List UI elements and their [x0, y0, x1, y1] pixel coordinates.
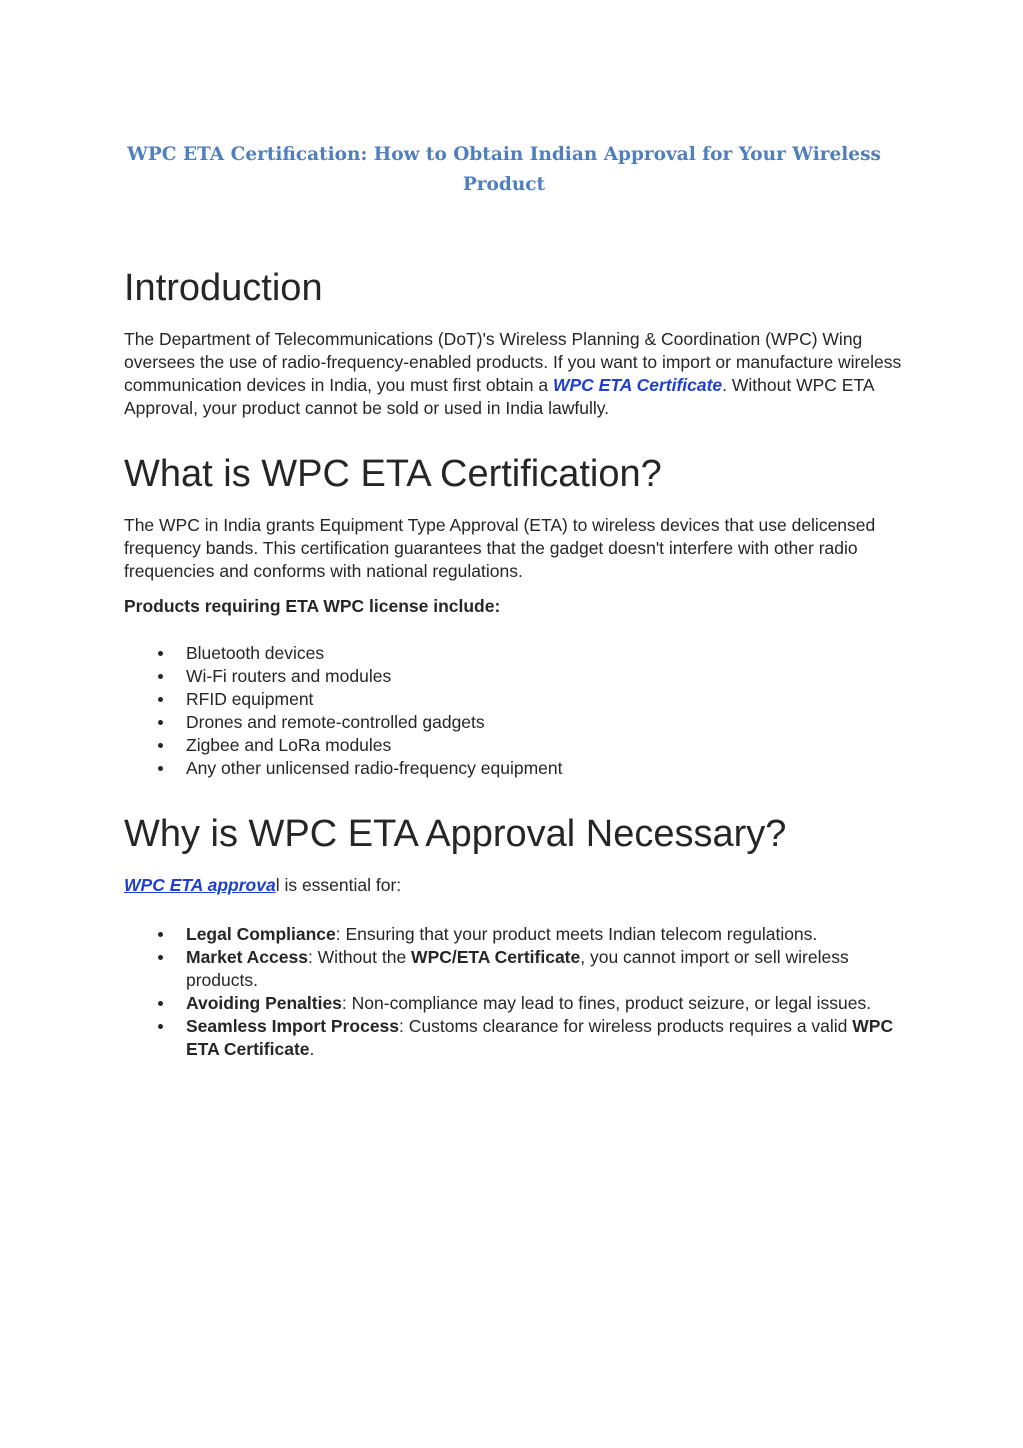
why-text-after-link: l is essential for: [275, 875, 402, 895]
list-item: RFID equipment [158, 688, 908, 711]
reason-text: : Customs clearance for wireless products requires a valid [399, 1016, 853, 1036]
reason-market-access [158, 946, 908, 992]
wpc-eta-approval-link[interactable]: WPC ETA approva [124, 875, 276, 895]
intro-text-after-link: . Without WPC ETA Approval, your product cannot be sold or used in India lawfully. [124, 375, 874, 418]
list-item: Drones and remote-controlled gadgets [158, 711, 908, 734]
what-paragraph: The WPC in India grants Equipment Type Approval (ETA) to wireless devices that use delicensed frequency bands. This certification guarantees that the gadget doesn't interfere with other radio frequencies and conforms with national regulations. [124, 515, 876, 581]
document-title: WPC ETA Certification: How to Obtain Indian Approval for Your Wireless Product [127, 144, 881, 195]
reason-title: Seamless Import Process [186, 1016, 400, 1036]
reason-title: Market Access [186, 947, 308, 967]
intro-text-before-link: The Department of Telecommunications (DoT)'s Wireless Planning & Coordination (WPC) Wing oversees the use of radio-frequency-enabled products. If you want to import or manufacture wireless communication devices in India, you must first obtain a [124, 329, 902, 395]
reason-text: , you cannot import or sell wireless products. [186, 947, 849, 990]
reasons-list [158, 923, 904, 1061]
reason-title: Legal Compliance [186, 924, 336, 944]
reason-legal-compliance [158, 923, 908, 946]
heading-introduction: Introduction [124, 267, 323, 309]
reason-text: . [309, 1039, 315, 1059]
heading-what-is-wpc-eta: What is WPC ETA Certification? [124, 453, 662, 495]
reason-avoiding-penalties [158, 992, 908, 1015]
heading-why-necessary: Why is WPC ETA Approval Necessary? [124, 813, 787, 855]
reason-seamless-import [158, 1015, 908, 1061]
wpc-eta-certificate-link[interactable]: WPC ETA Certificate [552, 375, 723, 395]
list-item: Any other unlicensed radio-frequency equipment [158, 757, 908, 780]
reason-text: : Ensuring that your product meets Indian telecom regulations. [335, 924, 818, 944]
reason-title: Avoiding Penalties [186, 993, 342, 1013]
products-list [158, 642, 904, 780]
list-item: Zigbee and LoRa modules [158, 734, 908, 757]
reason-bold-term: WPC ETA Certificate [186, 1016, 894, 1059]
why-paragraph [124, 874, 904, 897]
document-page [124, 140, 904, 1061]
intro-paragraph [124, 328, 904, 420]
list-item: Wi-Fi routers and modules [158, 665, 908, 688]
reason-text: : Without the [307, 947, 412, 967]
reason-bold-term: WPC/ETA Certificate [411, 947, 581, 967]
products-label: Products requiring ETA WPC license include: [124, 596, 501, 616]
list-item: Bluetooth devices [158, 642, 908, 665]
reason-text: : Non-compliance may lead to fines, product seizure, or legal issues. [341, 993, 872, 1013]
